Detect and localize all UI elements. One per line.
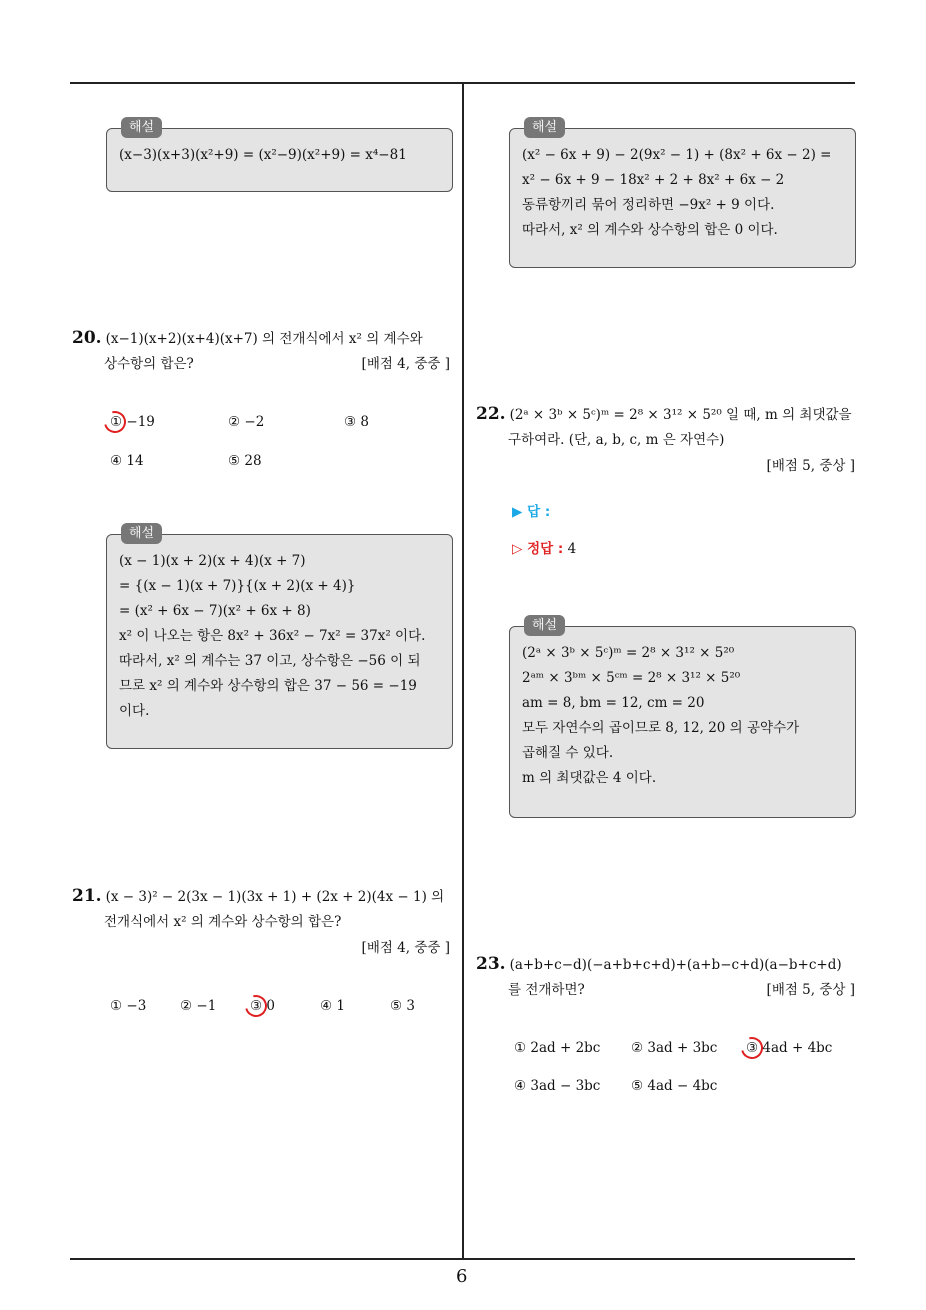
- solution-tag: 해설: [121, 523, 162, 544]
- solution-line: 동류항끼리 묶어 정리하면 −9x² + 9 이다.: [522, 197, 775, 213]
- question-21-line-1: [72, 884, 444, 909]
- choice-2[interactable]: ② 3ad + 3bc: [631, 1040, 718, 1056]
- solution-line: x² − 6x + 9 − 18x² + 2 + 8x² + 6x − 2: [522, 172, 785, 188]
- choice-4[interactable]: ④ 14: [110, 453, 144, 469]
- question-text: (2ᵃ × 3ᵇ × 5ᶜ)ᵐ = 2⁸ × 3¹² × 5²⁰ 일 때, m 의 최댓값을: [509, 407, 852, 423]
- solution-line: 이다.: [119, 703, 150, 719]
- bottom-rule: [70, 1258, 855, 1260]
- solution-box-q20: [106, 526, 453, 749]
- choice-4[interactable]: ④ 3ad − 3bc: [514, 1078, 601, 1094]
- question-22-score: [배점 5, 중상 ]: [766, 458, 855, 474]
- solution-line: 모두 자연수의 곱이므로 8, 12, 20 의 공약수가: [522, 720, 800, 736]
- question-number: 20.: [72, 328, 102, 348]
- solution-line: am = 8, bm = 12, cm = 20: [522, 695, 705, 711]
- question-22-line-1: [476, 402, 852, 427]
- correct-value: 4: [567, 541, 577, 557]
- choice-3[interactable]: ③ 4ad + 4bc: [746, 1040, 833, 1056]
- solution-line: (x² − 6x + 9) − 2(9x² − 1) + (8x² + 6x − 2) =: [522, 147, 832, 163]
- solution-line: 따라서, x² 의 계수는 37 이고, 상수항은 −56 이 되: [119, 653, 421, 669]
- solution-line: 므로 x² 의 계수와 상수항의 합은 37 − 56 = −19: [119, 678, 417, 694]
- answer-label: ▶ 답 :: [512, 504, 551, 520]
- correct-answer-row: [512, 537, 576, 561]
- solution-line: m 의 최댓값은 4 이다.: [522, 770, 657, 786]
- choice-2[interactable]: ② −1: [180, 998, 217, 1014]
- solution-line: 곱해질 수 있다.: [522, 745, 614, 761]
- solution-tag: 해설: [524, 615, 565, 636]
- question-23-score: [배점 5, 중상 ]: [766, 982, 855, 998]
- solution-line: (x−3)(x+3)(x²+9) = (x²−9)(x²+9) = x⁴−81: [119, 147, 407, 163]
- choice-5[interactable]: ⑤ 28: [228, 453, 262, 469]
- page-number: 6: [456, 1266, 468, 1287]
- choice-2[interactable]: ② −2: [228, 414, 265, 430]
- choice-5[interactable]: ⑤ 3: [390, 998, 415, 1014]
- question-number: 22.: [476, 404, 506, 424]
- solution-line: (x − 1)(x + 2)(x + 4)(x + 7): [119, 553, 306, 569]
- choice-1[interactable]: ① −19: [110, 414, 155, 430]
- choice-3[interactable]: ③ 0: [250, 998, 275, 1014]
- question-20-line-2: 상수항의 합은?: [104, 356, 194, 372]
- solution-box-prev-left: [106, 120, 453, 192]
- solution-line: = {(x − 1)(x + 7)}{(x + 2)(x + 4)}: [119, 578, 356, 594]
- solution-box-prev-right: [509, 120, 856, 268]
- question-23-line-1: [476, 952, 842, 977]
- question-text: (x−1)(x+2)(x+4)(x+7) 의 전개식에서 x² 의 계수와: [105, 331, 423, 347]
- question-number: 21.: [72, 886, 102, 906]
- choice-1[interactable]: ① 2ad + 2bc: [514, 1040, 601, 1056]
- question-20-score: [배점 4, 중중 ]: [361, 356, 450, 372]
- question-text: (x − 3)² − 2(3x − 1)(3x + 1) + (2x + 2)(4x − 1) 의: [105, 889, 445, 905]
- solution-tag: 해설: [121, 117, 162, 138]
- solution-line: 따라서, x² 의 계수와 상수항의 합은 0 이다.: [522, 222, 778, 238]
- choice-3[interactable]: ③ 8: [344, 414, 369, 430]
- choice-1[interactable]: ① −3: [110, 998, 147, 1014]
- solution-tag: 해설: [524, 117, 565, 138]
- column-divider: [462, 83, 464, 1259]
- solution-line: = (x² + 6x − 7)(x² + 6x + 8): [119, 603, 311, 619]
- choice-5[interactable]: ⑤ 4ad − 4bc: [631, 1078, 718, 1094]
- solution-line: 2ᵃᵐ × 3ᵇᵐ × 5ᶜᵐ = 2⁸ × 3¹² × 5²⁰: [522, 670, 741, 686]
- question-22-line-2: 구하여라. (단, a, b, c, m 은 자연수): [508, 432, 725, 448]
- question-20-line-1: [72, 326, 423, 351]
- question-number: 23.: [476, 954, 506, 974]
- question-21-line-2: 전개식에서 x² 의 계수와 상수항의 합은?: [104, 914, 342, 930]
- solution-line: x² 이 나오는 항은 8x² + 36x² − 7x² = 37x² 이다.: [119, 628, 426, 644]
- question-23-line-2: 를 전개하면?: [508, 982, 585, 998]
- correct-label: ▷ 정답 :: [512, 541, 564, 557]
- question-21-score: [배점 4, 중중 ]: [361, 940, 450, 956]
- solution-line: (2ᵃ × 3ᵇ × 5ᶜ)ᵐ = 2⁸ × 3¹² × 5²⁰: [522, 645, 735, 661]
- question-text: (a+b+c−d)(−a+b+c+d)+(a+b−c+d)(a−b+c+d): [509, 957, 842, 973]
- choice-4[interactable]: ④ 1: [320, 998, 345, 1014]
- solution-box-q22: [509, 618, 856, 818]
